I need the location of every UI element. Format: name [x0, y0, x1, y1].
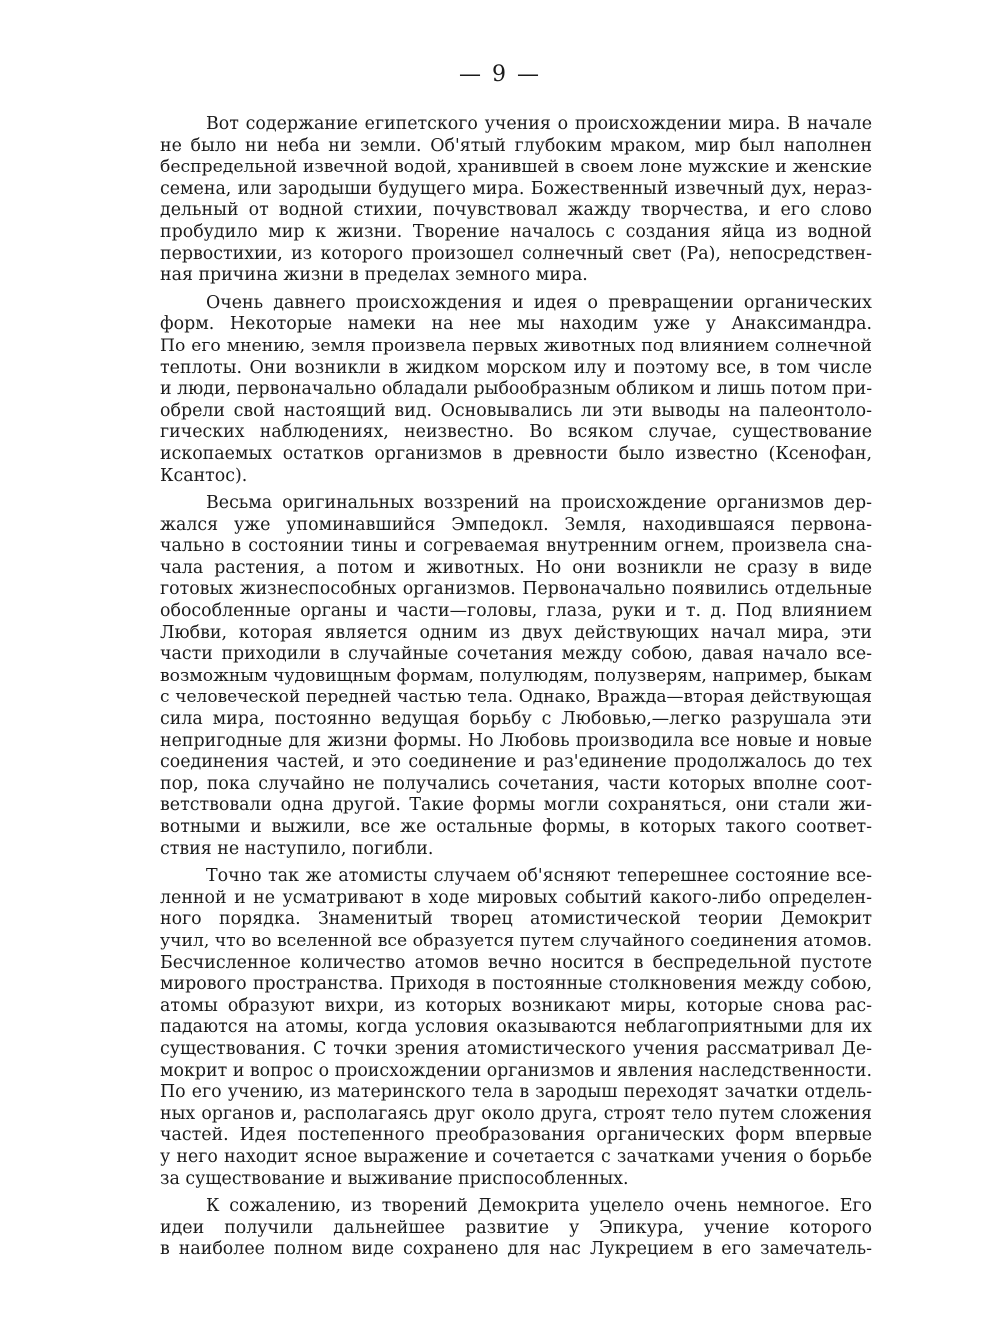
text-line: Очень давнего происхождения и идея о превращении органических [206, 292, 872, 313]
text-line: Вот содержание египетского учения о происхождении мира. В начале [206, 114, 872, 134]
text-line: К сожалению, из творений Демокрита уцелело очень немногое. Его [206, 1196, 872, 1217]
text-line: ствия не наступило, погибли. [160, 838, 434, 859]
text-line: форм. Некоторые намеки на нее мы находим уже у Анаксимандра. [160, 314, 872, 335]
text-line: возможным чудовищным формам, полулюдям, полузверям, например, быкам [160, 665, 872, 686]
body-text [160, 114, 872, 1267]
paragraph-anaximander [160, 293, 872, 487]
text-line: мирового пространства. Приходя в постоянные столкновения между собою, [160, 974, 872, 995]
text-line: беспредельной извечной водой, хранившей в своем лоне мужские и женские [160, 157, 872, 178]
text-line: сила мира, постоянно ведущая борьбу с Любовью,—легко разрушала эти [160, 709, 872, 730]
text-line: По его учению, из материнского тела в зародыш переходят зачатки отдель- [160, 1082, 872, 1103]
text-line: ленной и не усматривают в ходе мировых событий какого-либо определен- [160, 887, 872, 908]
text-line: Бесчисленное количество атомов вечно носится в беспредельной пустоте [160, 952, 872, 973]
text-line: пробудило мир к жизни. Творение началось с создания яйца из водной [160, 221, 872, 242]
text-line: обрели свой настоящий вид. Основывались ли эти выводы на палеонтоло- [160, 400, 872, 421]
text-line: с человеческой передней частью тела. Однако, Вражда—вторая действующая [160, 687, 872, 708]
text-line: Любви, которая является одним из двух действующих начал мира, эти [160, 622, 872, 643]
text-line: Ксантос). [160, 465, 248, 486]
text-line: идеи получили дальнейшее развитие у Эпикура, учение которого [160, 1217, 872, 1238]
text-line: ная причина жизни в пределах земного мира. [160, 265, 588, 286]
text-line: падаются на атомы, когда условия оказываются неблагоприятными для их [160, 1017, 872, 1038]
text-line: мокрит и вопрос о происхождении организмов и явления наследственности. [160, 1060, 872, 1081]
text-line: семена, или зародыши будущего мира. Божественный извечный дух, нераз- [160, 178, 872, 199]
text-line: части приходили в случайные сочетания между собою, давая начало все- [160, 644, 872, 665]
text-line: за существование и выживание приспособленных. [160, 1168, 629, 1189]
paragraph-egyptian-teaching [160, 114, 872, 287]
text-line: ных органов и, располагаясь друг около друга, строят тело путем сложения [160, 1103, 872, 1124]
text-line: Точно так же атомисты случаем об'ясняют теперешнее состояние все- [206, 866, 872, 887]
text-line: существования. С точки зрения атомистического учения рассматривал Де- [160, 1038, 872, 1059]
text-line: вотными и выжили, все же остальные формы, в которых такого соответ- [160, 817, 872, 837]
text-line: частей. Идея постепенного преобразования органических форм впервые [160, 1125, 872, 1146]
paragraph-empedocles [160, 493, 872, 860]
text-line: не было ни неба ни земли. Об'ятый глубоким мраком, мир был наполнен [160, 135, 872, 156]
text-line: По его мнению, земля произвела первых животных под влиянием солнечной [160, 335, 872, 356]
text-line: непригодные для жизни формы. Но Любовь производила все новые и новые [160, 730, 872, 751]
text-line: Весьма оригинальных воззрений на происхождение организмов дер- [206, 493, 872, 514]
text-line: дельный от водной стихии, почувствовал жажду творчества, и его слово [160, 200, 872, 221]
text-line: обособленные органы и части—головы, глаза, руки и т. д. Под влиянием [160, 601, 872, 622]
text-line: теплоты. Они возникли в жидком морском илу и поэтому все, в том числе [160, 357, 872, 378]
text-line: учил, что во вселенной все образуется путем случайного соединения атомов. [160, 930, 873, 951]
text-line: жался уже упоминавшийся Эмпедокл. Земля, находившаяся первона- [160, 514, 872, 535]
text-line: соединения частей, и это соединение и раз'единение продолжалось до тех [160, 752, 872, 773]
text-line: первостихии, из которого произошел солнечный свет (Ра), непосредствен- [160, 243, 872, 264]
text-line: и люди, первоначально обладали рыбообразным обликом и лишь потом при- [160, 379, 873, 400]
text-line: ного порядка. Знаменитый творец атомистической теории Демокрит [160, 909, 872, 930]
text-line: чала растения, а потом и животных. Но они возникли не сразу в виде [160, 557, 872, 578]
paragraph-democritus-legacy [160, 1196, 872, 1261]
paragraph-atomists [160, 866, 872, 1190]
text-line: в наиболее полном виде сохранено для нас Лукрецием в его замечатель- [160, 1239, 872, 1260]
text-line: пор, пока случайно не получались сочетания, части которых вполне соот- [160, 773, 872, 794]
text-line: чально в состоянии тины и согреваемая внутренним огнем, произвела сна- [160, 536, 872, 557]
page-number: — 9 — [459, 62, 541, 87]
text-line: атомы образуют вихри, из которых возникают миры, которые снова рас- [160, 995, 872, 1016]
text-line: готовых жизнеспособных организмов. Первоначально появились отдельные [160, 579, 872, 600]
text-line: гических наблюдениях, неизвестно. Во всяком случае, существование [160, 422, 872, 443]
text-line: у него находит ясное выражение и сочетается с зачатками учения о борьбе [160, 1146, 872, 1167]
text-line: ветствовали одна другой. Такие формы могли сохраняться, они стали жи- [160, 795, 872, 816]
text-line: ископаемых остатков организмов в древности было известно (Ксенофан, [160, 443, 872, 464]
